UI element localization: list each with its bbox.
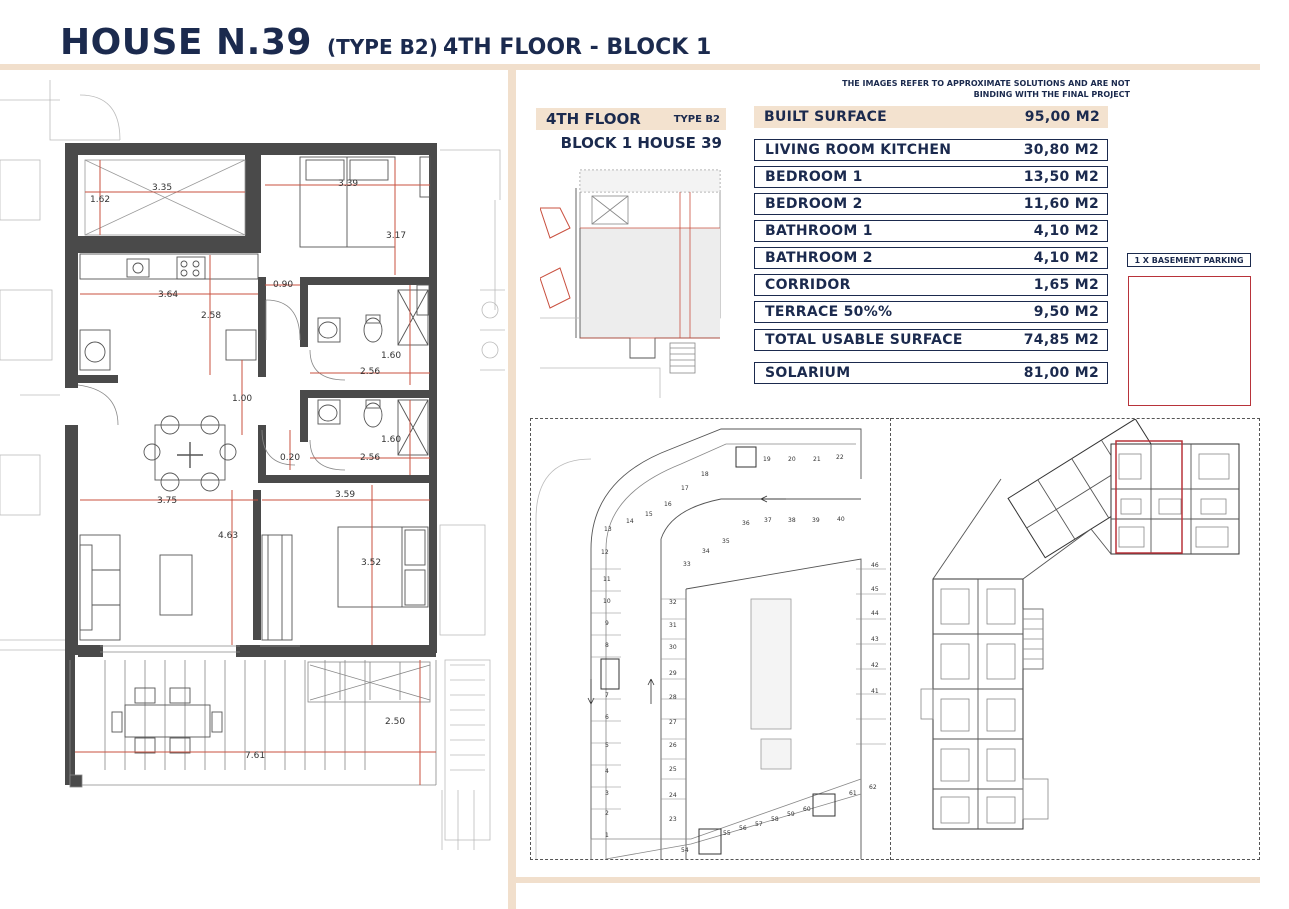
parking-number: 32: [669, 599, 677, 606]
parking-number: 54: [681, 847, 689, 854]
parking-number: 38: [788, 517, 796, 524]
solarium-label: SOLARIUM: [765, 365, 851, 381]
bottom-divider: [516, 877, 1260, 883]
parking-number: 4: [605, 768, 609, 775]
parking-number: 16: [664, 501, 672, 508]
main-floor-plan: [0, 70, 508, 909]
surface-row: [754, 166, 1108, 188]
parking-number: 45: [871, 586, 879, 593]
building-block-plan: [891, 419, 1259, 859]
built-surface-row: [754, 106, 1108, 128]
dimension-label: 1.62: [90, 195, 111, 205]
parking-number: 6: [605, 714, 609, 721]
parking-number: 30: [669, 644, 677, 651]
parking-number: 17: [681, 485, 689, 492]
surface-value: 9,50 M2: [1033, 304, 1099, 320]
parking-number: 5: [605, 742, 609, 749]
parking-number: 21: [813, 456, 821, 463]
surface-value: 4,10 M2: [1033, 223, 1099, 239]
disclaimer-line2: BINDING WITH THE FINAL PROJECT: [973, 90, 1130, 99]
page-title: [60, 22, 711, 63]
dimension-label: 3.59: [335, 490, 356, 500]
disclaimer: [830, 78, 1130, 100]
parking-number: 57: [755, 821, 763, 828]
parking-number: 19: [763, 456, 771, 463]
dimension-label: 2.58: [201, 311, 222, 321]
parking-number: 13: [604, 526, 612, 533]
parking-number: 36: [742, 520, 750, 527]
dimension-label: 2.50: [385, 717, 406, 727]
parking-number: 55: [723, 830, 731, 837]
dimension-label: 4.63: [218, 531, 239, 541]
built-surface-label: BUILT SURFACE: [764, 109, 888, 125]
parking-number: 25: [669, 766, 677, 773]
surface-row: [754, 193, 1108, 215]
parking-number: 41: [871, 688, 879, 695]
parking-number: 46: [871, 562, 879, 569]
parking-number: 27: [669, 719, 677, 726]
parking-number: 20: [788, 456, 796, 463]
parking-number: 29: [669, 670, 677, 677]
surface-row: [754, 274, 1108, 296]
dimension-label: 7.61: [245, 751, 266, 761]
parking-number: 56: [739, 825, 747, 832]
surface-value: 4,10 M2: [1033, 250, 1099, 266]
parking-number: 8: [605, 642, 609, 649]
parking-number: 9: [605, 620, 609, 627]
surface-label: BATHROOM 2: [765, 250, 873, 266]
surface-label: TERRACE 50%%: [765, 304, 893, 320]
parking-number: 37: [764, 517, 772, 524]
dimension-label: 1.60: [381, 351, 402, 361]
dimension-label: 3.75: [157, 496, 178, 506]
parking-number: 3: [605, 790, 609, 797]
surface-value: 1,65 M2: [1033, 277, 1099, 293]
surface-row: [754, 247, 1108, 269]
surface-label: BATHROOM 1: [765, 223, 873, 239]
parking-number: 59: [787, 811, 795, 818]
surface-value: 11,60 M2: [1023, 196, 1099, 212]
dimension-label: 0.20: [280, 453, 301, 463]
surface-value: 13,50 M2: [1023, 169, 1099, 185]
parking-number: 15: [645, 511, 653, 518]
parking-number: 40: [837, 516, 845, 523]
block-house-label: BLOCK 1 HOUSE 39: [560, 134, 722, 152]
parking-number: 11: [603, 576, 611, 583]
parking-number: 42: [871, 662, 879, 669]
surface-label: BEDROOM 1: [765, 169, 863, 185]
disclaimer-line1: THE IMAGES REFER TO APPROXIMATE SOLUTIONS AND ARE NOT: [842, 79, 1130, 88]
total-surface-value: 74,85 M2: [1023, 332, 1099, 348]
surface-label: BEDROOM 2: [765, 196, 863, 212]
dimension-label: 3.17: [386, 231, 407, 241]
dimension-label: 3.64: [158, 290, 179, 300]
vertical-divider: [508, 70, 516, 909]
parking-number: 7: [605, 692, 609, 699]
parking-number: 18: [701, 471, 709, 478]
solarium-value: 81,00 M2: [1023, 365, 1099, 381]
parking-number: 34: [702, 548, 710, 555]
parking-number: 44: [871, 610, 879, 617]
parking-number: 39: [812, 517, 820, 524]
title-type: (TYPE B2): [327, 35, 438, 59]
parking-number: 2: [605, 810, 609, 817]
parking-number: 12: [601, 549, 609, 556]
parking-label: 1 X BASEMENT PARKING: [1127, 253, 1251, 267]
parking-number: 61: [849, 790, 857, 797]
parking-number: 14: [626, 518, 634, 525]
parking-number: 35: [722, 538, 730, 545]
dimension-label: 3.35: [152, 183, 173, 193]
dimension-label: 2.56: [360, 367, 381, 377]
parking-number: 1: [605, 832, 609, 839]
parking-number: 26: [669, 742, 677, 749]
parking-site-plan: [531, 419, 889, 859]
title-floor-block: 4TH FLOOR - BLOCK 1: [442, 35, 712, 60]
dimension-label: 0.90: [273, 280, 294, 290]
dimension-label: 3.39: [338, 179, 359, 189]
parking-number: 23: [669, 816, 677, 823]
dimension-label: 3.52: [361, 558, 382, 568]
parking-number: 22: [836, 454, 844, 461]
title-house: HOUSE N.39: [60, 22, 312, 63]
parking-number: 60: [803, 806, 811, 813]
parking-number: 33: [683, 561, 691, 568]
surface-label: CORRIDOR: [765, 277, 851, 293]
parking-number: 10: [603, 598, 611, 605]
dimension-label: 2.56: [360, 453, 381, 463]
surface-value: 30,80 M2: [1023, 142, 1099, 158]
type-label: TYPE B2: [673, 113, 720, 125]
surface-row: [754, 301, 1108, 323]
parking-number: 31: [669, 622, 677, 629]
surface-label: LIVING ROOM KITCHEN: [765, 142, 952, 158]
key-plan-mini: [540, 168, 725, 398]
built-surface-value: 95,00 M2: [1024, 109, 1100, 125]
total-surface-label: TOTAL USABLE SURFACE: [765, 332, 963, 348]
surface-row: [754, 220, 1108, 242]
parking-number: 58: [771, 816, 779, 823]
floor-tag: [536, 108, 726, 130]
parking-number: 43: [871, 636, 879, 643]
floor-label: 4TH FLOOR: [546, 110, 641, 128]
dimension-label: 1.00: [232, 394, 253, 404]
parking-number: 28: [669, 694, 677, 701]
surface-row: [754, 139, 1108, 161]
parking-number: 62: [869, 784, 877, 791]
total-surface-row: [754, 329, 1108, 351]
dimension-label: 1.60: [381, 435, 402, 445]
parking-number: 24: [669, 792, 677, 799]
solarium-row: [754, 362, 1108, 384]
parking-highlight-box: [1128, 276, 1251, 406]
